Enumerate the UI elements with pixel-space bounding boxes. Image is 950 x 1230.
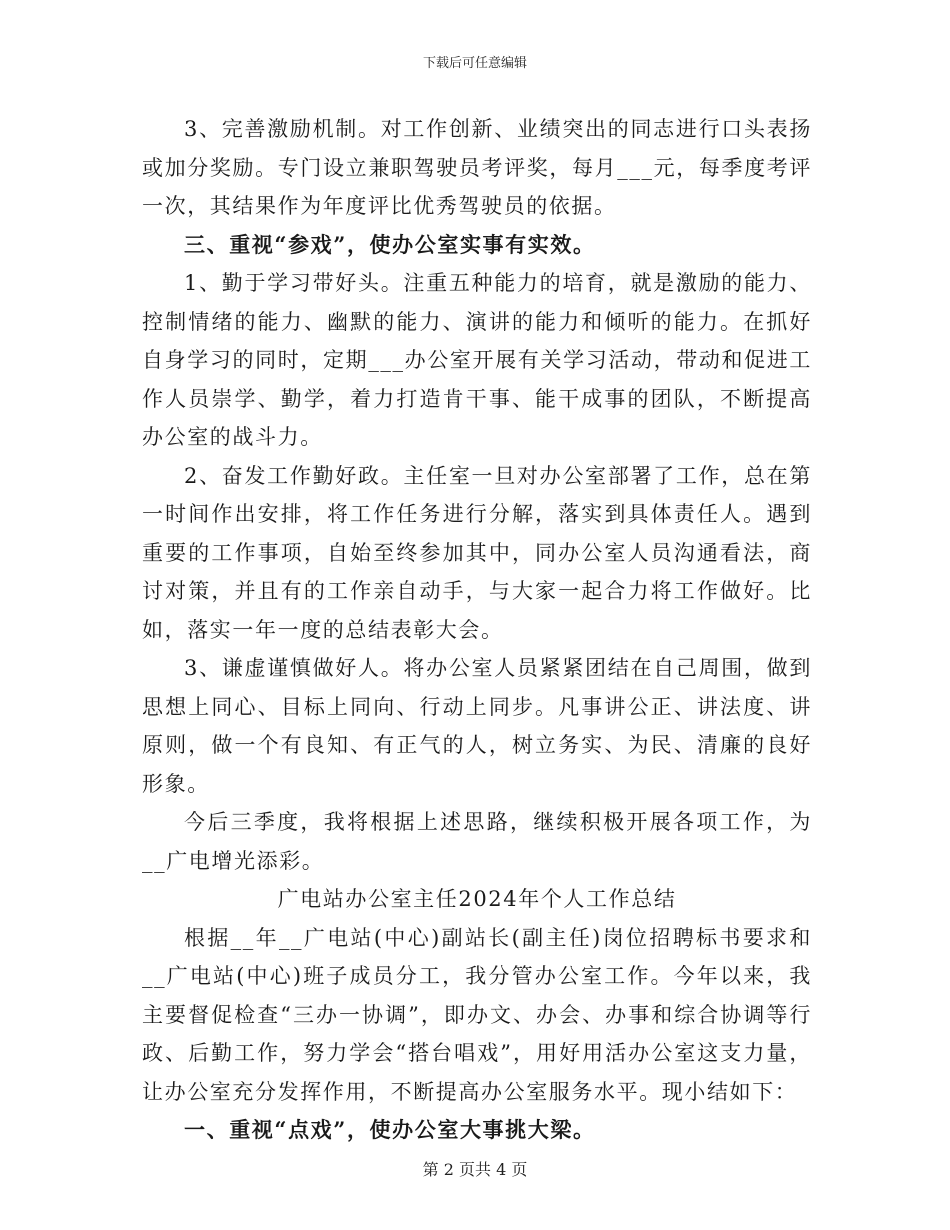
paragraph-introduction: 根据__年__广电站(中心)副站长(副主任)岗位招聘标书要求和__广电站(中心)班子成员分工，我分管办公室工作。今年以来，我主要督促检查“三办一协调”，即办文、办会、办事和综合协调等行政、后勤工作，努力学会“搭台唱戏”，用好用活办公室这支力量，让办公室充分发挥作用，不断提高办公室服务水平。现小结如下： bbox=[142, 925, 812, 1104]
paragraph-modesty: 3、谦虚谨慎做好人。将办公室人员紧紧团结在自己周围，做到思想上同心、目标上同向、行动上同步。凡事讲公正、讲法度、讲原则，做一个有良知、有正气的人，树立务实、为民、清廉的良好形象。 bbox=[142, 656, 812, 796]
paragraph-outlook: 今后三季度，我将根据上述思路，继续积极开展各项工作，为__广电增光添彩。 bbox=[142, 810, 812, 873]
paragraph-work: 2、奋发工作勤好政。主任室一旦对办公室部署了工作，总在第一时间作出安排，将工作任务进行分解，落实到具体责任人。遇到重要的工作事项，自始至终参加其中，同办公室人员沟通看法，商讨对策，并且有的工作亲自动手，与大家一起合力将工作做好。比如，落实一年一度的总结表彰大会。 bbox=[142, 463, 812, 642]
document-body bbox=[142, 110, 812, 1150]
page-footer: 第 2 页共 4 页 bbox=[422, 1160, 528, 1179]
section-heading-one: 一、重视“点戏”，使办公室大事挑大梁。 bbox=[184, 1117, 596, 1142]
paragraph-study: 1、勤于学习带好头。注重五种能力的培育，就是激励的能力、控制情绪的能力、幽默的能力、演讲的能力和倾听的能力。在抓好自身学习的同时，定期___办公室开展有关学习活动，带动和促进工作人员崇学、勤学，着力打造肯干事、能干成事的团队，不断提高办公室的战斗力。 bbox=[142, 271, 812, 449]
document-title: 广电站办公室主任2024年个人工作总结 bbox=[277, 887, 677, 911]
paragraph-incentive-mechanism: 3、完善激励机制。对工作创新、业绩突出的同志进行口头表扬或加分奖励。专门设立兼职驾驶员考评奖，每月___元，每季度考评一次，其结果作为年度评比优秀驾驶员的依据。 bbox=[142, 117, 812, 218]
page-header: 下载后可任意编辑 bbox=[422, 56, 527, 71]
section-heading-three: 三、重视“参戏”，使办公室实事有实效。 bbox=[184, 231, 596, 257]
